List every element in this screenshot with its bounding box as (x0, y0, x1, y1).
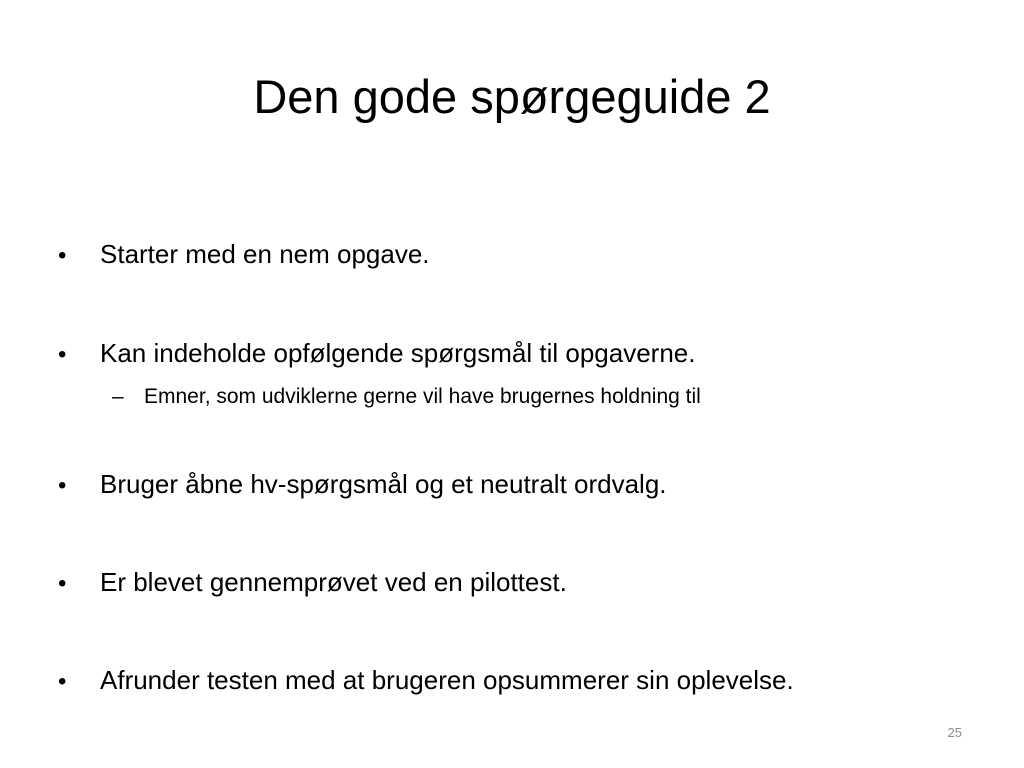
sub-bullet-text: Emner, som udviklerne gerne vil have brugernes holdning til (144, 385, 701, 408)
bullet-text: Starter med en nem opgave. (100, 239, 430, 269)
bullet-text: Er blevet gennemprøvet ved en pilottest. (100, 567, 567, 597)
bullet-text: Afrunder testen med at brugeren opsummerer sin oplevelse. (100, 665, 794, 695)
bullet-marker: • (58, 570, 67, 597)
bullet-item (58, 337, 696, 371)
bullet-item (58, 468, 667, 502)
bullet-marker: • (58, 242, 67, 269)
bullet-item (58, 238, 430, 272)
bullet-marker: • (58, 668, 67, 695)
sub-bullet-marker: – (112, 385, 124, 408)
sub-bullet-item (112, 384, 701, 410)
bullet-marker: • (58, 472, 67, 499)
bullet-item (58, 566, 567, 600)
slide-title: Den gode spørgeguide 2 (253, 70, 771, 123)
bullet-text: Bruger åbne hv-spørgsmål og et neutralt ordvalg. (100, 469, 667, 499)
bullet-item (58, 664, 794, 698)
bullet-text: Kan indeholde opfølgende spørgsmål til opgaverne. (100, 338, 696, 368)
page-number: 25 (947, 725, 962, 740)
bullet-marker: • (58, 341, 67, 368)
